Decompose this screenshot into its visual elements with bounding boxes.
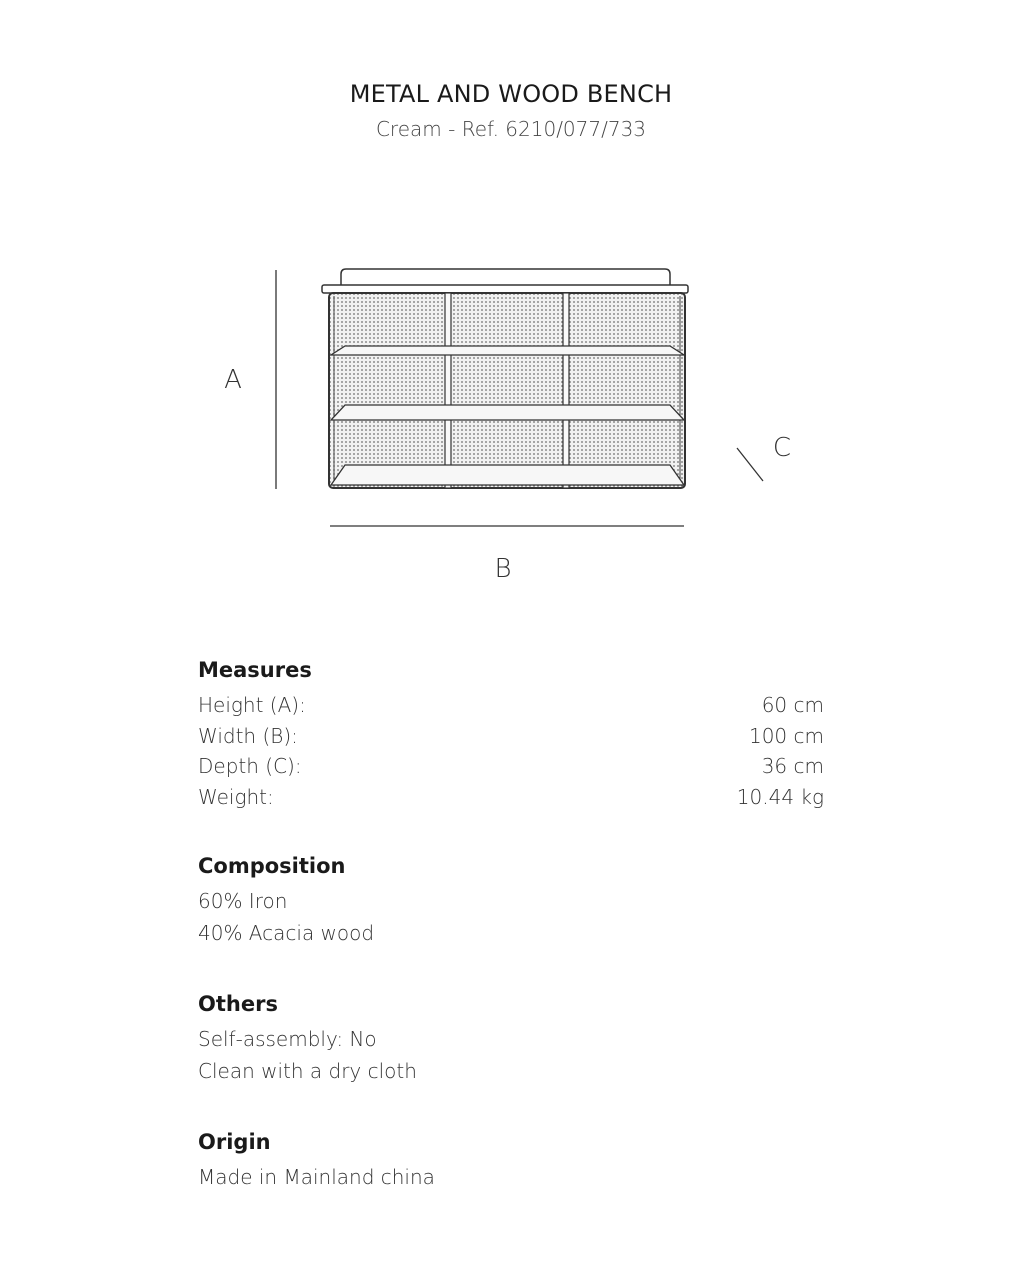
measures-section bbox=[198, 655, 824, 812]
bench-seat-board bbox=[322, 285, 688, 293]
dimension-label-c: C bbox=[772, 433, 792, 463]
spec-label: Width (B): bbox=[198, 723, 298, 748]
spec-label: Weight: bbox=[198, 784, 274, 809]
origin-section bbox=[198, 1127, 824, 1193]
spec-value: 10.44 kg bbox=[736, 784, 824, 809]
spec-value: 60 cm bbox=[761, 693, 824, 717]
origin-line: Made in Mainland china bbox=[198, 1165, 435, 1189]
bench-seat-cushion bbox=[341, 269, 670, 285]
measures-heading: Measures bbox=[198, 658, 312, 682]
others-line: Clean with a dry cloth bbox=[198, 1059, 417, 1083]
others-line: Self-assembly: No bbox=[198, 1027, 377, 1051]
composition-line: 60% Iron bbox=[198, 889, 288, 913]
composition-line: 40% Acacia wood bbox=[198, 921, 375, 945]
spec-row-width bbox=[198, 721, 824, 752]
others-heading: Others bbox=[198, 992, 278, 1016]
composition-section bbox=[198, 851, 824, 949]
bench-frame bbox=[329, 293, 685, 488]
bench-diagram bbox=[0, 0, 1022, 620]
spec-value: 100 cm bbox=[748, 723, 824, 748]
spec-row-height bbox=[198, 690, 824, 721]
others-section bbox=[198, 989, 824, 1087]
product-title: METAL AND WOOD BENCH bbox=[349, 80, 673, 108]
spec-row-depth bbox=[198, 751, 824, 782]
composition-heading: Composition bbox=[198, 854, 346, 878]
product-reference: Cream - Ref. 6210/077/733 bbox=[375, 117, 647, 141]
dimension-line-c bbox=[737, 448, 763, 481]
origin-heading: Origin bbox=[198, 1130, 271, 1154]
spec-label: Depth (C): bbox=[198, 754, 302, 778]
dimension-label-a: A bbox=[224, 365, 242, 395]
spec-value: 36 cm bbox=[761, 754, 824, 778]
spec-label: Height (A): bbox=[198, 693, 306, 717]
dimension-label-b: B bbox=[494, 554, 512, 584]
spec-row-weight bbox=[198, 782, 824, 813]
